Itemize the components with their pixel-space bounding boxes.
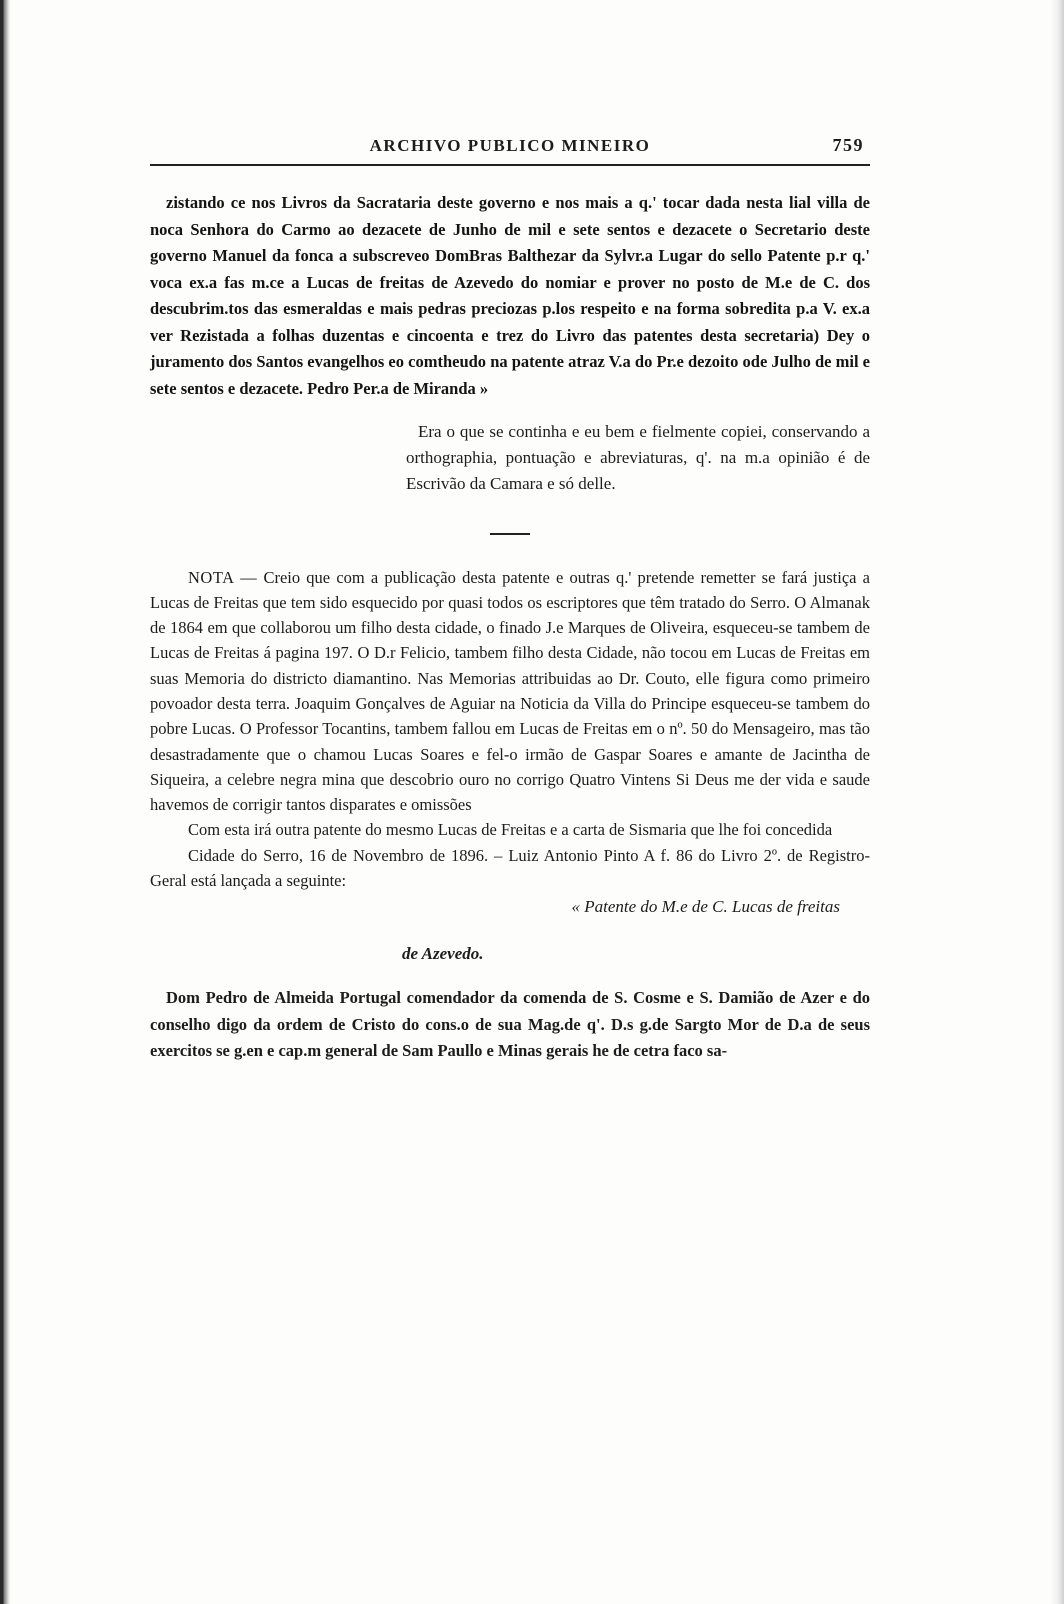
certification-paragraph: Era o que se continha e eu bem e fielmente copiei, conservando a orthographia, pontuação e abreviaturas, q'. na m.a opinião é de Escrivão da Camara e só delle. <box>406 421 870 493</box>
patent-heading-line-1: « Patente do M.e de C. Lucas de freitas <box>571 897 840 917</box>
nota-lead: NOTA — <box>188 567 258 587</box>
section-separator <box>490 533 530 535</box>
running-title: ARCHIVO PUBLICO MINEIRO <box>369 136 651 155</box>
nota-paragraph-companion: Com esta irá outra patente do mesmo Lucas de Freitas e a carta de Sismaria que lhe foi concedida <box>188 820 833 840</box>
page-number: 759 <box>832 135 864 155</box>
patent-text-paragraph: Dom Pedro de Almeida Portugal comendador da comenda de S. Cosme e S. Damião de Azer e do conselho digo da ordem de Cristo do cons.o de sua Mag.de q'. D.s g.de Sargto Mor de D.a de seus exercitos se g.en e cap.m general de Sam Paullo e Minas gerais he de cetra faco sa- <box>150 988 870 1061</box>
transcription-paragraph: zistando ce nos Livros da Sacrataria deste governo e nos mais a q.' tocar dada nesta lial villa de noca Senhora do Carmo ao dezacete de Junho de mil e sete sentos e dezacete o Secretario deste governo Manuel da fonca a subscreveo DomBras Balthezar da Sylvr.a Lugar do sello Patente p.r q.' voca ex.a fas m.ce a Lucas de freitas de Azevedo do nomiar e prover no posto de M.e de C. dos descubrim.tos das esmeraldas e mais pedras preciozas p.los respeito e na forma sobredita p.a V. ex.a ver Rezistada a folhas duzentas e cincoenta e trez do Livro das patentes desta secretaria) Dey o juramento dos Santos evangelhos eo comtheudo na patente atraz V.a do Pr.e dezoito ode Julho de mil e sete sentos e dezacete. Pedro Per.a de Miranda » <box>150 193 870 398</box>
scan-edge-right <box>1050 0 1064 1604</box>
nota-paragraph-text: Creio que com a publicação desta patente e outras q.' pretende remetter se fará justiça a Lucas de Freitas que tem sido esquecido por quasi todos os escriptores que têm tratado do Serro. O Almanak de 1864 em que collaborou um filho desta cidade, o finado J.e Marques de Oliveira, esqueceu-se tambem de Lucas de Freitas á pagina 197. O D.r Felicio, tambem filho desta Cidade, não tocou em Lucas de Freitas em suas Memoria do districto diamantino. Nas Memorias attribuidas ao Dr. Couto, elle figura como primeiro povoador desta terra. Joaquim Gonçalves de Aguiar na Noticia da Villa do Principe esqueceu-se tambem do pobre Lucas. O Professor Tocantins, tambem fallou em Lucas de Freitas em o nº. 50 do Mensageiro, mas tão desastradamente que o chamou Lucas Soares e fel-o irmão de Gaspar Soares e amante de Jacintha de Siqueira, a celebre negra mina que descobrio ouro no corrigo Quatro Vintens Si Deus me der vida e saude havemos de corrigir tantos disparates e omissões <box>150 567 870 815</box>
nota-paragraph <box>150 565 870 818</box>
document-page <box>150 128 870 1081</box>
nota-paragraph-signature: Cidade do Serro, 16 de Novembro de 1896. – Luiz Antonio Pinto A f. 86 do Livro 2º. de Registro-Geral está lançada a seguinte: <box>150 845 870 891</box>
patent-heading-line-2: de Azevedo. <box>402 944 484 964</box>
nota-section <box>150 565 870 894</box>
scan-edge-left <box>0 0 10 1604</box>
running-header <box>150 128 870 166</box>
